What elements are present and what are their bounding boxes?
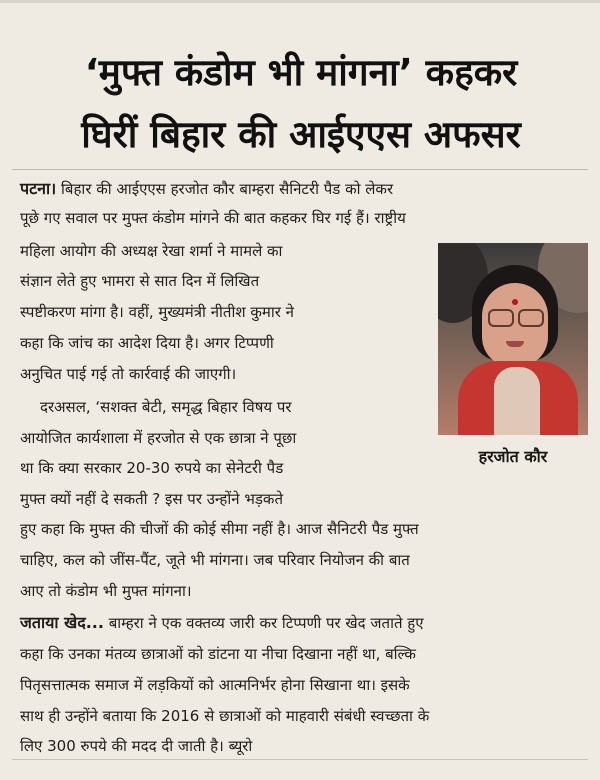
portrait-photo [438, 243, 588, 435]
body-line [20, 644, 416, 664]
body-text: स्पष्टीकरण मांगा है। वहीं, मुख्यमंत्री नीतीश कुमार ने [20, 303, 294, 321]
body-text: पितृसत्तात्मक समाज में लड़कियों को आत्मनिर्भर होना सिखाना था। इसके [20, 676, 410, 694]
body-line [20, 706, 429, 726]
bottom-divider [12, 759, 588, 760]
portrait-glasses-right [518, 309, 544, 327]
subhead: जताया खेद... [20, 613, 104, 632]
body-line [20, 179, 393, 199]
portrait-bindi [512, 299, 518, 305]
body-text: लिए 300 रुपये की मदद दी जाती है। ब्यूरो [20, 737, 253, 755]
body-text: संज्ञान लेते हुए भामरा से सात दिन में लिखित [20, 272, 260, 290]
headline-divider [12, 169, 588, 170]
body-line [20, 241, 282, 261]
body-line [20, 550, 410, 570]
body-text: था कि क्या सरकार 20-30 रुपये का सेनेटरी पैड [20, 459, 284, 477]
body-text: मुफ्त क्यों नहीं दे सकती ? इस पर उन्होंने भड़कते [20, 490, 284, 508]
body-text: साथ ही उन्होंने बताया कि 2016 से छात्राओं को माहवारी संबंधी स्वच्छता के [20, 707, 430, 725]
portrait-neck [494, 367, 540, 435]
body-line [20, 208, 406, 228]
body-text: हुए कहा कि मुफ्त की चीजों की कोई सीमा नहीं है। आज सैनिटरी पैड मुफ्त [20, 520, 419, 538]
body-line [20, 613, 424, 633]
body-text: कहा कि जांच का आदेश दिया है। अगर टिप्पणी [20, 334, 274, 352]
body-text: आयोजित कार्यशाला में हरजोत से एक छात्रा ने पूछा [20, 429, 297, 447]
body-text: दरअसल, ‘सशक्त बेटी, समृद्ध बिहार विषय पर [40, 398, 292, 416]
body-line [20, 271, 259, 291]
dateline: पटना। [20, 179, 57, 198]
body-line [20, 364, 236, 384]
headline-line-1: ‘मुफ्त कंडोम भी मांगना’ कहकर [84, 51, 518, 94]
headline-line-2: घिरीं बिहार की आईएएस अफसर [81, 113, 521, 156]
body-line [20, 519, 419, 539]
body-text: पूछे गए सवाल पर मुफ्त कंडोम मांगने की बात कहकर घिर गई हैं। राष्ट्रीय [20, 209, 406, 227]
body-text: बाम्हरा ने एक वक्तव्य जारी कर टिप्पणी पर खेद जताते हुए [103, 614, 424, 632]
body-text: आए तो कंडोम भी मुफ्त मांगना। [20, 582, 192, 600]
portrait-glasses-left [488, 309, 514, 327]
body-line [20, 428, 296, 448]
body-text: कहा कि उनका मंतव्य छात्राओं को डांटना या नीचा दिखाना नहीं था, बल्कि [20, 645, 416, 663]
photo-caption: हरजोत कौर [478, 447, 548, 466]
body-line [20, 581, 192, 601]
body-text: महिला आयोग की अध्यक्ष रेखा शर्मा ने मामले का [20, 242, 283, 260]
body-line [40, 397, 292, 417]
body-line [20, 458, 283, 478]
body-line [20, 736, 252, 756]
body-text: अनुचित पाई गई तो कार्रवाई की जाएगी। [20, 365, 237, 383]
body-line [20, 333, 274, 353]
body-text: बिहार की आईएएस हरजोत कौर बाम्हरा सैनिटरी पैड को लेकर [56, 180, 394, 198]
body-line [20, 675, 410, 695]
body-line [20, 489, 283, 509]
body-text: चाहिए, कल को जींस-पैंट, जूते भी मांगना। जब परिवार नियोजन की बात [20, 551, 410, 569]
body-line [20, 302, 294, 322]
